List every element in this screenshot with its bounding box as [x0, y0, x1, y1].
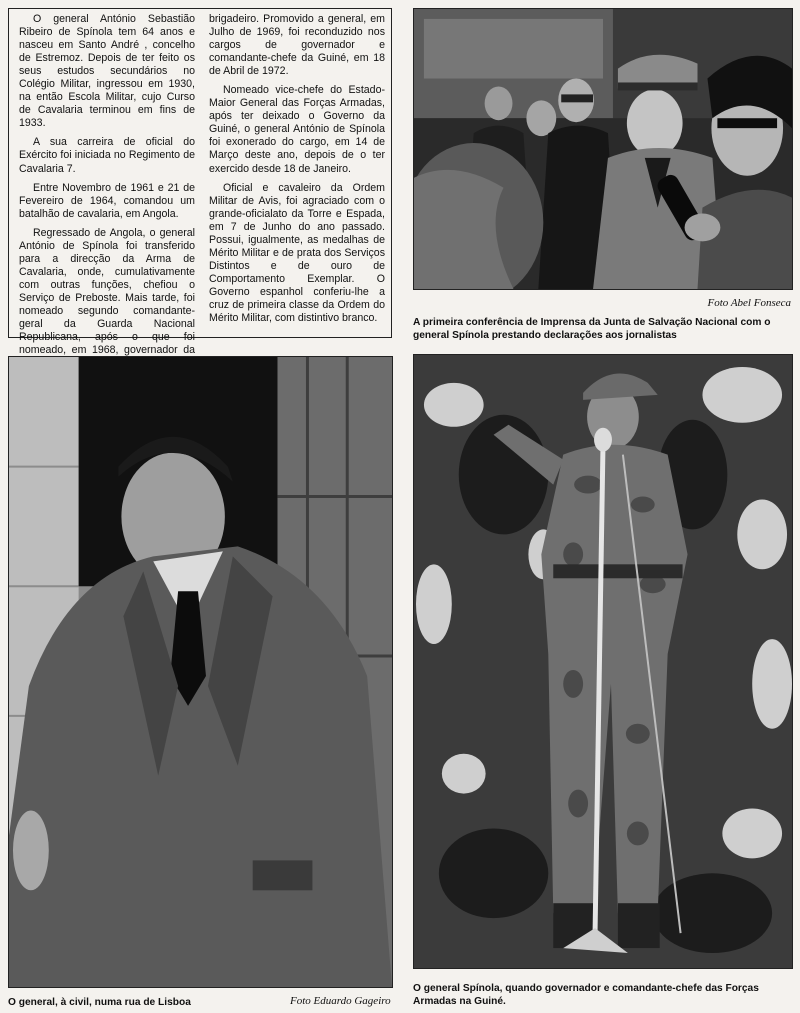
press-conference-caption: A primeira conferência de Imprensa da Junta de Salvação Nacional com o general Spínola prestando declarações aos jornalistas: [413, 317, 771, 341]
press-conference-photo: [413, 8, 793, 290]
article-column-1: [19, 13, 195, 357]
article-paragraph: brigadeiro. Promovido a general, em Julho de 1969, foi reconduzido nos cargos de governador e comandante-chefe da Guiné, em 18 de Abril de 1972.: [209, 13, 385, 78]
general-guine-photo: [413, 354, 793, 969]
article-paragraph: A sua carreira de oficial do Exército foi iniciada no Regimento de Cavalaria 7.: [19, 136, 195, 175]
article-paragraph: Entre Novembro de 1961 e 21 de Fevereiro de 1964, comandou um batalhão de cavalaria, em Angola.: [19, 181, 195, 220]
civilian-photo-caption: O general, à civil, numa rua de Lisboa: [8, 997, 191, 1008]
biography-textbox: [8, 8, 392, 357]
article-paragraph: Oficial e cavaleiro da Ordem Militar de Avis, foi agraciado com o grande-oficialato da Torre e Espada, em 7 de Junho do ano passado. Possui, igualmente, as medalhas de Mérito Militar e de prata dos Serviços Distintos e de ouro de Comportamento Exemplar. O Governo espanhol conferiu-lhe a cruz de primeira classe da Ordem do Mérito Militar, com distintivo branco.: [209, 181, 385, 325]
article-column-2: [209, 13, 385, 333]
general-civilian-photo: [8, 356, 393, 988]
photo-credit-eduardo-gageiro: Foto Eduardo Gageiro: [290, 995, 391, 1007]
article-paragraph: Nomeado vice-chefe do Estado-Maior General das Forças Armadas, após ter deixado o Governo da Guiné, o general António de Spínola foi exonerado do cargo, em 14 de Março deste ano, depois de o ter exercido desde 18 de Janeiro.: [209, 84, 385, 175]
article-paragraph: O general António Sebastião Ribeiro de Spínola tem 64 anos e nasceu em Santo André , concelho de Estremoz. Depois de ter feito os seus estudos secundários no Colégio Militar, ingressou em 1930, na então Escola Militar, cujo Curso de Cavalaria terminou em fins de 1933.: [19, 13, 195, 130]
article-paragraph: Regressado de Angola, o general António de Spínola foi transferido para a direcção da Arma de Cavalaria, onde, cumulativamente com outras funções, chefiou o Serviço de Preboste. Mais tarde, foi nomeado segundo comandante-geral da Guarda Nacional Republicana, após o que foi nomeado, em 1968, governador da: [19, 226, 195, 357]
photo-credit-abel-fonseca: Foto Abel Fonseca: [707, 297, 791, 309]
guine-photo-caption: O general Spínola, quando governador e comandante-chefe das Forças Armadas na Guiné.: [413, 983, 759, 1007]
